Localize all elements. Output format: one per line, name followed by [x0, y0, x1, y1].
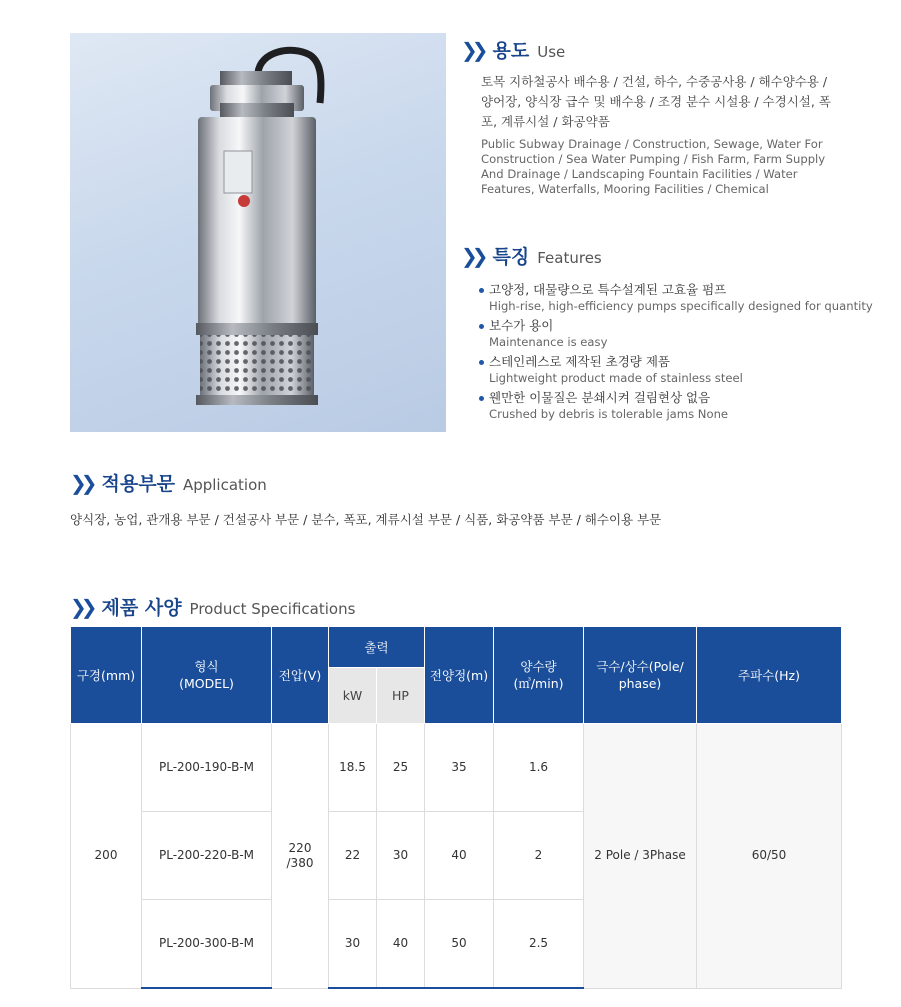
voltage-line1: 220: [288, 840, 312, 855]
application-text: 양식장, 농업, 관개용 부문 / 건설공사 부문 / 분수, 폭포, 계류시설 부문 / 식품, 화공약품 부문 / 해수이용 부문: [70, 512, 662, 527]
use-description-ko: 토목 지하철공사 배수용 / 건설, 하수, 수중공사용 / 해수양수용 / 양어장, 양식장 급수 및 배수용 / 조경 분수 시설용 / 수경시설, 폭포, 계류시설 / 화공약품: [481, 74, 831, 129]
cell-kw: 22: [329, 812, 377, 900]
specs-heading: [70, 593, 355, 620]
double-chevron-icon: ❯❯: [70, 471, 92, 495]
voltage-line2: /380: [286, 855, 314, 870]
cell-head: 50: [425, 900, 494, 989]
double-chevron-icon: ❯❯: [461, 244, 483, 268]
feature-en: High-rise, high-efficiency pumps specifically designed for quantity: [489, 299, 873, 313]
use-heading: [461, 36, 565, 63]
features-list: [479, 281, 873, 425]
application-title-en: Application: [182, 476, 267, 494]
feature-en: Crushed by debris is tolerable jams None: [489, 407, 729, 421]
cell-flow: 2: [494, 812, 584, 900]
header-model: [142, 627, 272, 724]
header-flow: [494, 627, 584, 724]
header-pole: [584, 627, 697, 724]
cell-frequency: 60/50: [697, 724, 842, 989]
table-row: [71, 724, 842, 812]
header-hp: HP: [377, 668, 425, 724]
header-model-en: (MODEL): [179, 676, 234, 691]
cell-model: PL-200-300-B-M: [142, 900, 272, 989]
header-flow-line2: (㎥/min): [513, 676, 564, 691]
feature-ko: 보수가 용이: [489, 318, 554, 333]
features-title-ko: 특징: [492, 246, 530, 268]
use-title-ko: 용도: [492, 40, 530, 62]
feature-item: [479, 317, 873, 353]
header-bore: 구경(mm): [71, 627, 142, 724]
feature-item: [479, 281, 873, 317]
feature-ko: 웬만한 이물질은 분쇄시켜 걸림현상 없음: [489, 390, 711, 405]
cell-kw: 30: [329, 900, 377, 989]
header-frequency: 주파수(Hz): [697, 627, 842, 724]
submersible-pump-illustration: [70, 33, 446, 432]
header-output: 출력: [329, 627, 425, 668]
feature-item: [479, 389, 873, 425]
header-model-ko: 형식: [194, 659, 219, 674]
cell-bore: 200: [71, 724, 142, 989]
features-heading: [461, 242, 602, 269]
cell-hp: 30: [377, 812, 425, 900]
feature-en: Maintenance is easy: [489, 335, 608, 349]
use-description-en: Public Subway Drainage / Construction, Sewage, Water For Construction / Sea Water Pumping / Fish Farm, Farm Supply And Drainage / Landscaping Fountain Facilities / Water Features, Waterfalls, Mooring Facilities / Chemical: [481, 137, 826, 196]
specs-title-en: Product Specifications: [189, 600, 356, 618]
specs-title-ko: 제품 사양: [101, 597, 182, 619]
cell-hp: 40: [377, 900, 425, 989]
application-title-ko: 적용부문: [101, 473, 175, 495]
header-pole-line1: 극수/상수(Pole/: [596, 659, 684, 674]
cell-head: 40: [425, 812, 494, 900]
header-pole-line2: phase): [618, 676, 662, 691]
double-chevron-icon: ❯❯: [461, 38, 483, 62]
header-kw: kW: [329, 668, 377, 724]
features-title-en: Features: [537, 249, 602, 267]
cell-hp: 25: [377, 724, 425, 812]
application-heading: [70, 469, 267, 496]
cell-voltage: [272, 724, 329, 989]
cell-model: PL-200-220-B-M: [142, 812, 272, 900]
header-head: 전양정(m): [425, 627, 494, 724]
header-flow-line1: 양수량: [520, 659, 557, 674]
cell-flow: 2.5: [494, 900, 584, 989]
cell-kw: 18.5: [329, 724, 377, 812]
header-voltage: 전압(V): [272, 627, 329, 724]
cell-model: PL-200-190-B-M: [142, 724, 272, 812]
double-chevron-icon: ❯❯: [70, 595, 92, 619]
feature-en: Lightweight product made of stainless steel: [489, 371, 743, 385]
feature-ko: 스테인레스로 제작된 초경량 제품: [489, 354, 670, 369]
cell-flow: 1.6: [494, 724, 584, 812]
cell-head: 35: [425, 724, 494, 812]
feature-item: [479, 353, 873, 389]
cell-pole: 2 Pole / 3Phase: [584, 724, 697, 989]
spec-table: [70, 626, 842, 989]
feature-ko: 고양정, 대물량으로 특수설계된 고효율 펌프: [489, 282, 727, 297]
product-image: [70, 33, 446, 432]
use-title-en: Use: [537, 43, 566, 61]
